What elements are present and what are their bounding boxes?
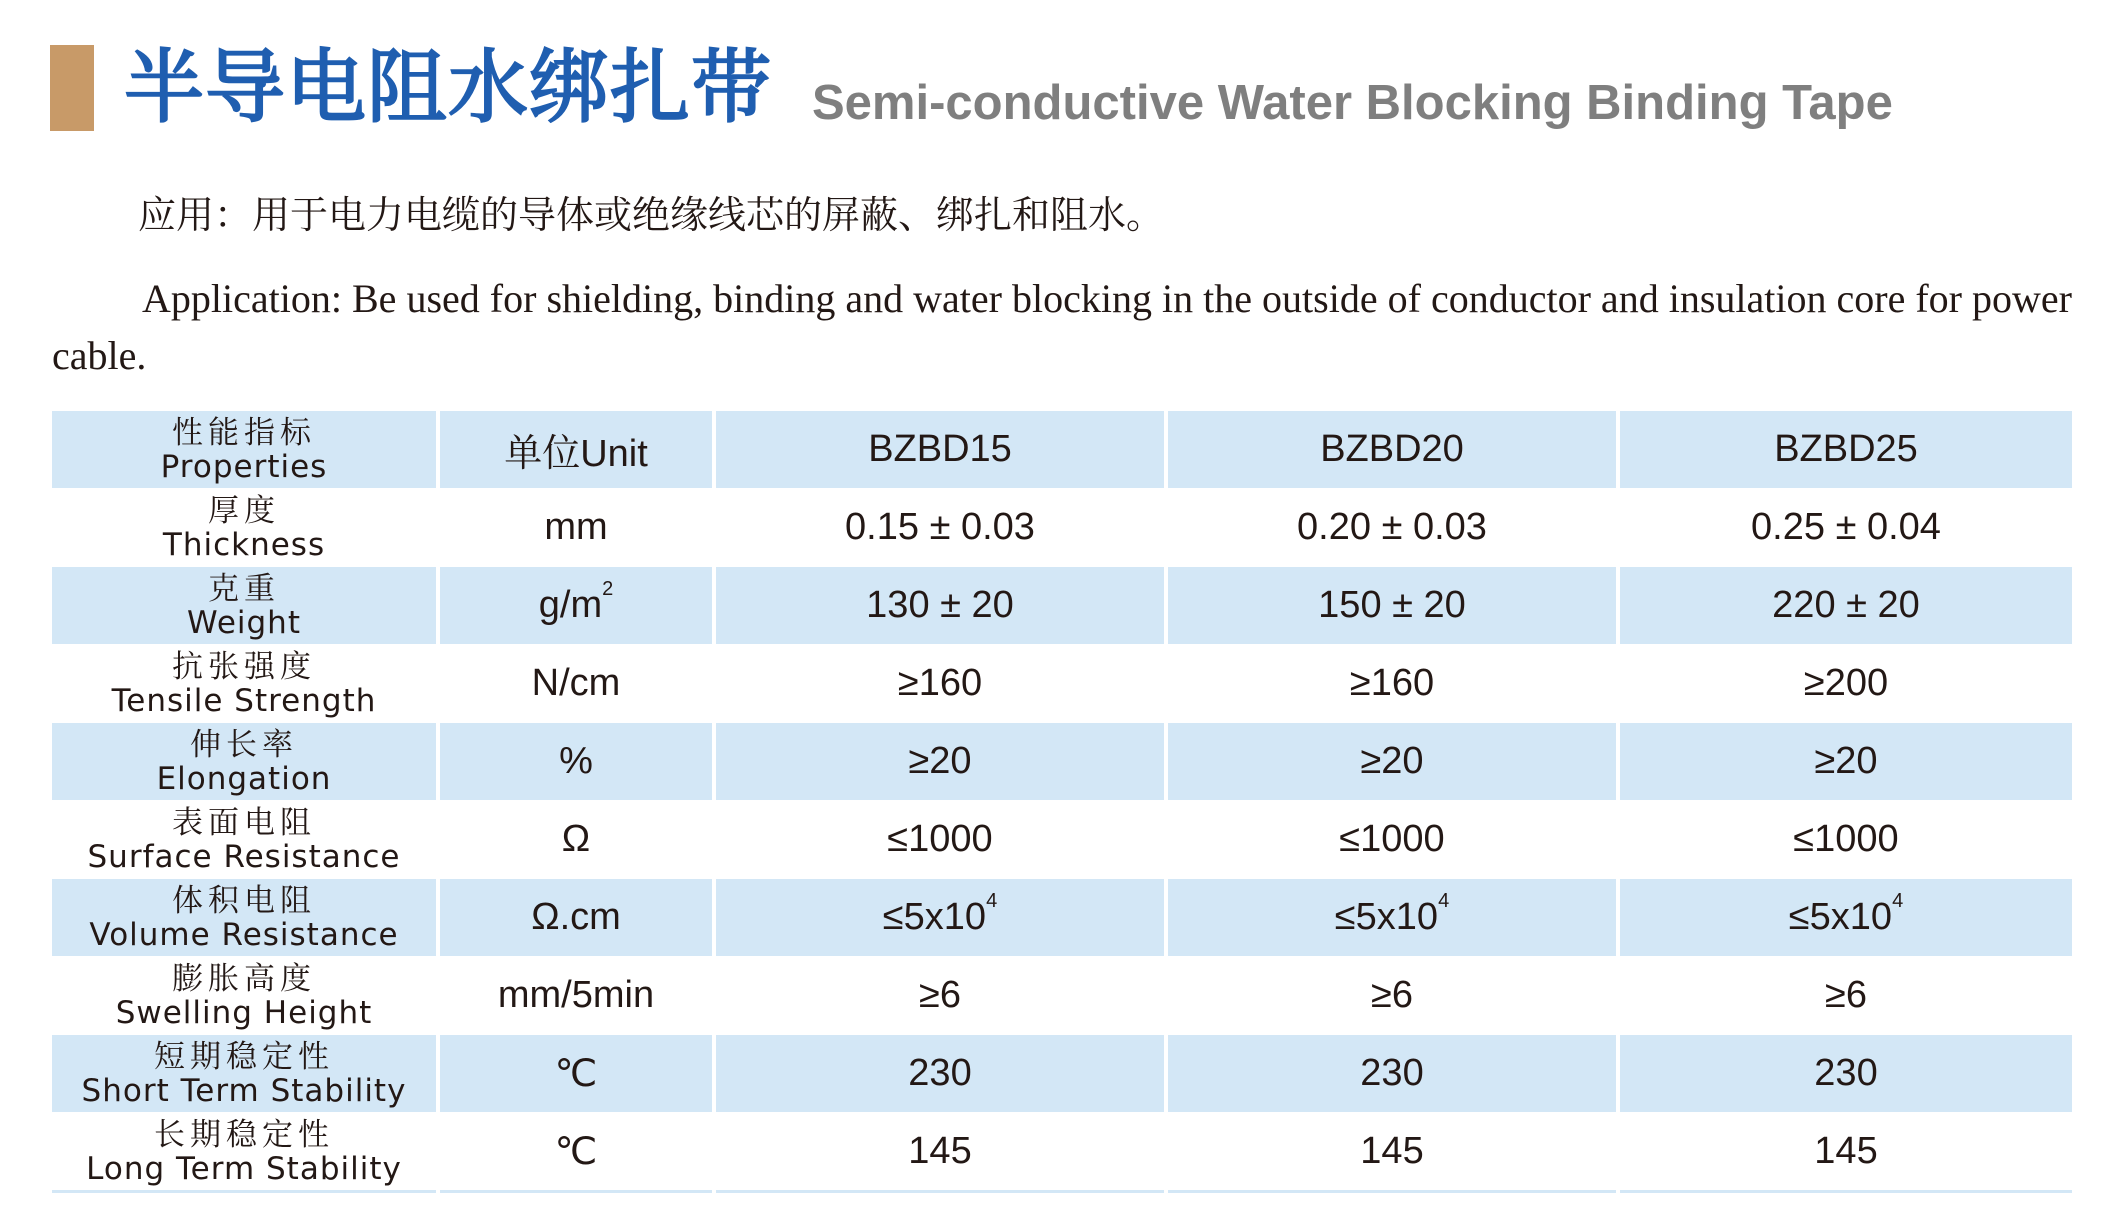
- value-cell: [1166, 1113, 1618, 1192]
- value-text: 130 ± 20: [866, 584, 1014, 626]
- value-cell: [714, 567, 1166, 645]
- value-superscript: 4: [1892, 890, 1904, 912]
- value-cell: [1166, 957, 1618, 1035]
- value-text: ≤5x10: [1334, 896, 1439, 938]
- value-text: 145: [908, 1130, 972, 1172]
- value-text: ≤1000: [1339, 818, 1445, 860]
- property-name-en: Long Term Stability: [86, 1150, 402, 1187]
- value-cell: [714, 723, 1166, 801]
- property-name-en: Thickness: [162, 526, 326, 563]
- value-text: ≤5x10: [1788, 896, 1893, 938]
- title-accent-bar: [50, 45, 94, 131]
- unit-text: Ω.cm: [531, 896, 621, 938]
- table-row: [52, 1035, 2072, 1113]
- property-name-cn: 伸长率: [190, 726, 298, 763]
- unit-text: Ω: [561, 818, 591, 860]
- unit-text: N/cm: [531, 662, 621, 704]
- property-cell: [52, 567, 438, 645]
- unit-text: g/m: [538, 584, 603, 626]
- property-cell: [52, 801, 438, 879]
- value-text: ≥200: [1803, 662, 1889, 704]
- value-cell: [1618, 801, 2072, 879]
- value-text: ≥160: [1349, 662, 1435, 704]
- value-cell: [714, 1035, 1166, 1113]
- value-cell: [714, 645, 1166, 723]
- value-superscript: 4: [986, 890, 998, 912]
- spec-table: [52, 410, 2072, 1193]
- header-model: BZBD15: [714, 411, 1166, 489]
- table-header-row: [52, 411, 2072, 489]
- value-cell: [1166, 723, 1618, 801]
- value-text: 0.20 ± 0.03: [1297, 506, 1487, 548]
- header-unit: 单位Unit: [438, 411, 714, 489]
- value-text: 0.25 ± 0.04: [1751, 506, 1941, 548]
- property-cell: [52, 957, 438, 1035]
- value-cell: [1618, 567, 2072, 645]
- unit-cell: [438, 1035, 714, 1113]
- unit-cell: [438, 567, 714, 645]
- table-row: [52, 879, 2072, 957]
- property-name-en: Short Term Stability: [81, 1072, 407, 1109]
- value-cell: [1166, 1035, 1618, 1113]
- value-text: ≥20: [908, 740, 972, 782]
- value-text: ≥6: [1371, 974, 1413, 1016]
- value-cell: [1618, 645, 2072, 723]
- value-cell: [1618, 1113, 2072, 1192]
- property-name-en: Elongation: [156, 760, 332, 797]
- value-cell: [1166, 489, 1618, 567]
- unit-cell: [438, 879, 714, 957]
- unit-text: ℃: [554, 1053, 598, 1095]
- value-text: ≥6: [1825, 974, 1867, 1016]
- value-text: ≤1000: [1793, 818, 1899, 860]
- application-en: Application: Be used for shielding, binding and water blocking in the outside of conductor and insulation core for power cable.: [52, 276, 2072, 378]
- value-text: 145: [1360, 1130, 1424, 1172]
- value-cell: [1618, 957, 2072, 1035]
- unit-cell: [438, 1113, 714, 1192]
- unit-text: ℃: [554, 1131, 598, 1173]
- header-properties: [52, 411, 438, 489]
- table-row: [52, 645, 2072, 723]
- header-properties-en: Properties: [160, 448, 328, 485]
- unit-superscript: 2: [602, 578, 614, 600]
- unit-text: %: [559, 740, 593, 782]
- property-name-cn: 抗张强度: [172, 648, 316, 685]
- property-cell: [52, 645, 438, 723]
- value-cell: [1618, 723, 2072, 801]
- value-cell: [1166, 801, 1618, 879]
- property-cell: [52, 723, 438, 801]
- value-cell: [1618, 1035, 2072, 1113]
- property-name-cn: 膨胀高度: [172, 960, 316, 997]
- unit-cell: [438, 645, 714, 723]
- value-text: ≥6: [919, 974, 961, 1016]
- unit-cell: [438, 489, 714, 567]
- table-row: [52, 801, 2072, 879]
- value-text: 145: [1814, 1130, 1878, 1172]
- unit-text: mm: [544, 506, 608, 548]
- property-name-en: Volume Resistance: [89, 916, 399, 953]
- property-name-en: Tensile Strength: [111, 682, 377, 719]
- value-text: 230: [1360, 1052, 1424, 1094]
- table-row: [52, 957, 2072, 1035]
- value-text: ≤1000: [887, 818, 993, 860]
- value-text: ≥160: [897, 662, 983, 704]
- table-row: [52, 489, 2072, 567]
- unit-cell: [438, 723, 714, 801]
- value-cell: [1618, 489, 2072, 567]
- value-text: 230: [1814, 1052, 1878, 1094]
- header-model: BZBD25: [1618, 411, 2072, 489]
- application-cn: 应用：用于电力电缆的导体或绝缘线芯的屏蔽、绑扎和阻水。: [138, 193, 1165, 237]
- value-text: 0.15 ± 0.03: [845, 506, 1035, 548]
- property-cell: [52, 489, 438, 567]
- unit-cell: [438, 801, 714, 879]
- property-name-en: Weight: [186, 604, 301, 641]
- value-text: 220 ± 20: [1772, 584, 1920, 626]
- page-title-en: Semi-conductive Water Blocking Binding Tape: [812, 76, 1893, 130]
- value-text: ≥20: [1814, 740, 1878, 782]
- value-cell: [1166, 567, 1618, 645]
- unit-cell: [438, 957, 714, 1035]
- value-text: ≥20: [1360, 740, 1424, 782]
- value-cell: [714, 801, 1166, 879]
- property-name-cn: 体积电阻: [172, 882, 316, 919]
- value-cell: [1166, 645, 1618, 723]
- table-row: [52, 1113, 2072, 1192]
- value-cell: [714, 879, 1166, 957]
- value-cell: [714, 489, 1166, 567]
- property-name-cn: 克重: [208, 570, 280, 607]
- value-superscript: 4: [1438, 890, 1450, 912]
- unit-text: mm/5min: [497, 974, 655, 1016]
- value-cell: [714, 957, 1166, 1035]
- header-model: BZBD20: [1166, 411, 1618, 489]
- value-text: 150 ± 20: [1318, 584, 1466, 626]
- table-row: [52, 567, 2072, 645]
- property-cell: [52, 879, 438, 957]
- property-name-en: Swelling Height: [115, 994, 373, 1031]
- header-properties-cn: 性能指标: [172, 414, 316, 451]
- value-text: ≤5x10: [882, 896, 987, 938]
- value-cell: [714, 1113, 1166, 1192]
- value-cell: [1618, 879, 2072, 957]
- property-name-cn: 表面电阻: [172, 804, 316, 841]
- property-cell: [52, 1035, 438, 1113]
- property-cell: [52, 1113, 438, 1192]
- value-cell: [1166, 879, 1618, 957]
- page-title-cn: 半导电阻水绑扎带: [124, 41, 772, 134]
- table-row: [52, 723, 2072, 801]
- property-name-en: Surface Resistance: [87, 838, 401, 875]
- value-text: 230: [908, 1052, 972, 1094]
- property-name-cn: 短期稳定性: [154, 1038, 334, 1075]
- property-name-cn: 长期稳定性: [154, 1116, 334, 1153]
- property-name-cn: 厚度: [208, 492, 280, 529]
